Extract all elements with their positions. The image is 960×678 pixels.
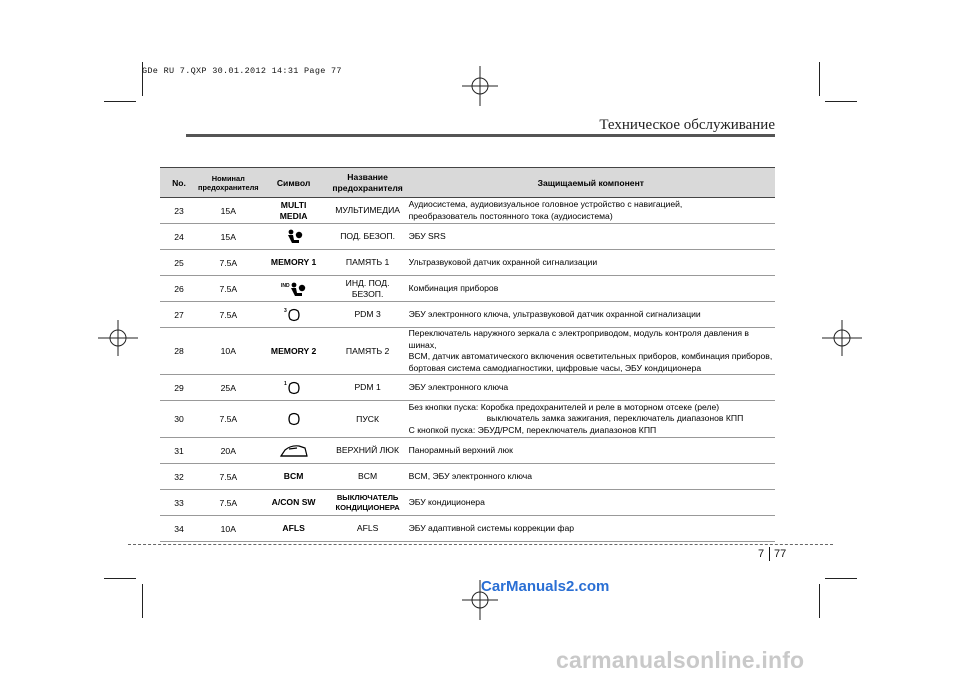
- fuse-symbol: [259, 224, 329, 250]
- fuse-name: PDM 1: [329, 375, 407, 401]
- table-row: [160, 464, 775, 490]
- table-row: [160, 375, 775, 401]
- header-no: No.: [160, 168, 198, 198]
- table-row: [160, 224, 775, 250]
- fuse-rating: 7.5A: [198, 464, 259, 490]
- fuse-component-line2: выключатель замка зажигания, переключатель диапазонов КПП: [486, 413, 744, 424]
- fuse-symbol: [259, 401, 329, 438]
- registration-mark-top: [462, 66, 498, 106]
- header-rating-line1: Номинал: [211, 173, 245, 183]
- footer-rule: [128, 544, 833, 545]
- fuse-rating: 7.5A: [198, 276, 259, 302]
- fuse-name: ПОД. БЕЗОП.: [329, 224, 407, 250]
- registration-mark-right: [822, 320, 862, 356]
- fuse-symbol-line1: MULTI: [280, 199, 307, 210]
- header-rating: [198, 168, 259, 198]
- fuse-name-line1: ВЫКЛЮЧАТЕЛЬ: [336, 492, 399, 502]
- fuse-no: 24: [160, 224, 198, 250]
- fuse-name: ПУСК: [329, 401, 407, 438]
- fuse-symbol: [259, 375, 329, 401]
- table-row: [160, 198, 775, 224]
- airbag-icon: [284, 229, 304, 245]
- fuse-rating: 15A: [198, 224, 259, 250]
- watermark-carmanuals2[interactable]: CarManuals2.com: [481, 578, 610, 595]
- fuse-symbol-line2: MEDIA: [279, 210, 308, 221]
- fuse-component: ЭБУ электронного ключа: [407, 375, 775, 401]
- fuse-table: [160, 167, 775, 542]
- fuse-no: 34: [160, 516, 198, 542]
- fuse-no: 25: [160, 250, 198, 276]
- fuse-component-line3: С кнопкой пуска: ЭБУД/PCM, переключатель диапазонов КПП: [408, 424, 657, 435]
- fuse-symbol: MEMORY 1: [259, 250, 329, 276]
- table-row: [160, 438, 775, 464]
- fuse-no: 33: [160, 490, 198, 516]
- fuse-no: 23: [160, 198, 198, 224]
- fuse-component-line2: BCM, датчик автоматического включения осветительных приборов, комбинация приборов,: [408, 351, 773, 361]
- fuse-symbol: [259, 438, 329, 464]
- header-name: [329, 168, 407, 198]
- fuse-rating: 10A: [198, 328, 259, 375]
- table-header-row: [160, 168, 775, 198]
- fuse-component: [407, 401, 775, 438]
- header-symbol: Символ: [259, 168, 329, 198]
- svg-text:3: 3: [283, 307, 287, 314]
- title-rule: [186, 134, 775, 137]
- section-title: Техническое обслуживание: [599, 117, 775, 133]
- fuse-symbol: [259, 302, 329, 328]
- fuse-no: 31: [160, 438, 198, 464]
- fuse-name: AFLS: [329, 516, 407, 542]
- fuse-rating: 7.5A: [198, 250, 259, 276]
- fuse-name: ПАМЯТЬ 1: [329, 250, 407, 276]
- fuse-component: BCM, ЭБУ электронного ключа: [407, 464, 775, 490]
- fuse-rating: 20A: [198, 438, 259, 464]
- header-component: Защищаемый компонент: [407, 168, 775, 198]
- fuse-rating: 15A: [198, 198, 259, 224]
- fuse-no: 30: [160, 401, 198, 438]
- chapter-number: 7: [758, 548, 765, 560]
- fuse-name-line1: ИНД. ПОД.: [345, 277, 390, 288]
- header-name-line2: предохранителя: [332, 182, 403, 193]
- airbag-indicator-icon: [281, 281, 307, 297]
- page-number: 77: [774, 548, 787, 560]
- fuse-component-line1: Аудиосистема, аудиовизуальное головное устройство с навигацией,: [408, 199, 683, 209]
- fuse-component: Панорамный верхний люк: [407, 438, 775, 464]
- fuse-component: ЭБУ кондиционера: [407, 490, 775, 516]
- sunroof-icon: [279, 443, 309, 459]
- fuse-no: 32: [160, 464, 198, 490]
- watermark-carmanualsonline[interactable]: carmanualsonline.info: [556, 647, 805, 673]
- fuse-symbol: MEMORY 2: [259, 328, 329, 375]
- start-icon: [285, 411, 303, 427]
- fuse-no: 28: [160, 328, 198, 375]
- table-row: [160, 250, 775, 276]
- table-row: [160, 516, 775, 542]
- fuse-component: [407, 198, 775, 224]
- fuse-symbol: [259, 276, 329, 302]
- fuse-no: 27: [160, 302, 198, 328]
- fuse-name: МУЛЬТИМЕДИА: [329, 198, 407, 224]
- fuse-rating: 7.5A: [198, 401, 259, 438]
- crop-mark: [825, 578, 857, 579]
- fuse-component: Ультразвуковой датчик охранной сигнализации: [407, 250, 775, 276]
- fuse-rating: 10A: [198, 516, 259, 542]
- table-row: [160, 328, 775, 375]
- fuse-name-line2: КОНДИЦИОНЕРА: [335, 502, 400, 512]
- table-row: [160, 302, 775, 328]
- crop-mark: [819, 62, 820, 96]
- fuse-component-line3: бортовая система самодиагностики, цифровые часы, ЭБУ кондиционера: [408, 362, 702, 373]
- header-rating-line2: предохранителя: [198, 182, 259, 192]
- svg-text:IND: IND: [280, 282, 290, 289]
- smart-key-1-icon: [283, 380, 305, 396]
- fuse-no: 26: [160, 276, 198, 302]
- fuse-symbol: AFLS: [259, 516, 329, 542]
- fuse-component-line1: Переключатель наружного зеркала с электроприводом, модуль контроля давления в шинах,: [408, 328, 749, 350]
- crop-mark: [142, 584, 143, 618]
- fuse-name-line2: БЕЗОП.: [351, 288, 384, 299]
- fuse-symbol: [259, 198, 329, 224]
- table-row: [160, 276, 775, 302]
- fuse-name: BCM: [329, 464, 407, 490]
- fuse-component-line2: преобразователь постоянного тока (аудиосистема): [408, 210, 613, 221]
- fuse-component: ЭБУ электронного ключа, ультразвуковой датчик охранной сигнализации: [407, 302, 775, 328]
- fuse-rating: 7.5A: [198, 490, 259, 516]
- svg-text:1: 1: [283, 380, 287, 387]
- fuse-rating: 7.5A: [198, 302, 259, 328]
- fuse-component: [407, 328, 775, 375]
- registration-mark-left: [98, 320, 138, 356]
- fuse-name: ПАМЯТЬ 2: [329, 328, 407, 375]
- crop-mark: [104, 101, 136, 102]
- table-row: [160, 401, 775, 438]
- crop-mark: [825, 101, 857, 102]
- fuse-symbol: A/CON SW: [259, 490, 329, 516]
- fuse-component-line1: Без кнопки пуска: Коробка предохранителей и реле в моторном отсеке (реле): [408, 401, 720, 412]
- print-header: GDe RU 7.QXP 30.01.2012 14:31 Page 77: [142, 66, 342, 76]
- fuse-name: [329, 490, 407, 516]
- table-row: [160, 490, 775, 516]
- fuse-name: PDM 3: [329, 302, 407, 328]
- page-number-divider: [769, 547, 770, 561]
- fuse-component: ЭБУ адаптивной системы коррекции фар: [407, 516, 775, 542]
- header-name-line1: Название: [347, 171, 388, 182]
- fuse-name: [329, 276, 407, 302]
- fuse-symbol: BCM: [259, 464, 329, 490]
- fuse-component: ЭБУ SRS: [407, 224, 775, 250]
- fuse-no: 29: [160, 375, 198, 401]
- fuse-name: ВЕРХНИЙ ЛЮК: [329, 438, 407, 464]
- fuse-rating: 25A: [198, 375, 259, 401]
- crop-mark: [819, 584, 820, 618]
- smart-key-3-icon: [283, 307, 305, 323]
- crop-mark: [104, 578, 136, 579]
- fuse-component: Комбинация приборов: [407, 276, 775, 302]
